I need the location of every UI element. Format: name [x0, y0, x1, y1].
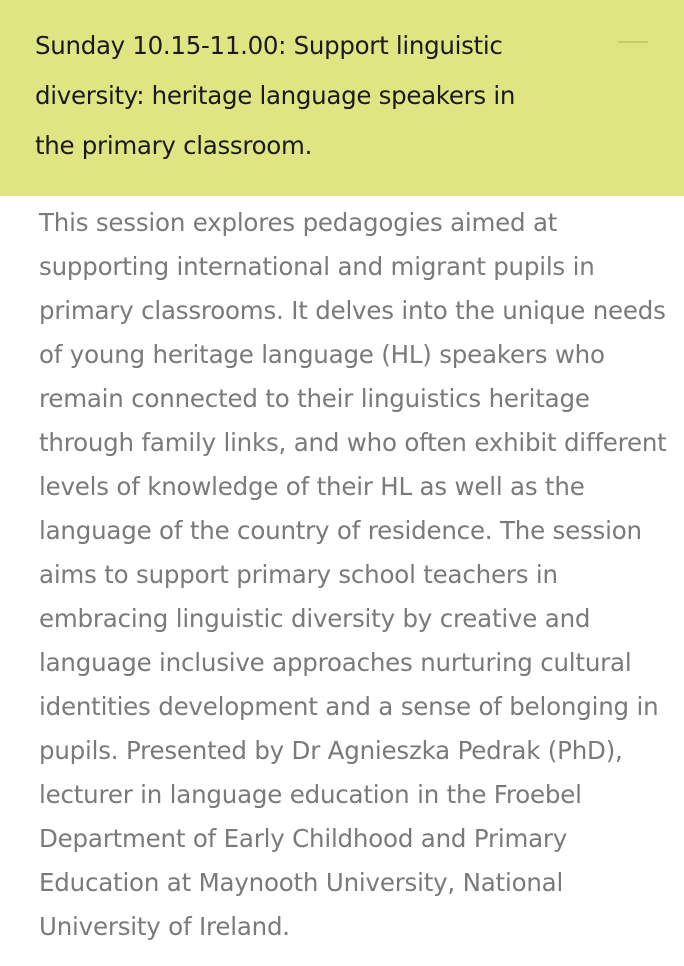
accordion-header[interactable]	[0, 0, 684, 196]
session-description: This session explores pedagogies aimed at supporting international and migrant pupils in primary classrooms. It delves into the unique needs of young heritage language (HL) speakers who remain connected to their linguistics heritage through family links, and who often exhibit different levels of knowledge of their HL as well as the language of the country of residence. The session aims to support primary school teachers in embracing linguistic diversity by creative and language inclusive approaches nurturing cultural identities development and a sense of belonging in pupils. Presented by Dr Agnieszka Pedrak (PhD), lecturer in language education in the Froebel Department of Early Childhood and Primary Education at Maynooth University, National University of Ireland.	[39, 208, 667, 941]
minus-icon[interactable]	[618, 41, 648, 43]
session-title: Sunday 10.15-11.00: Support linguistic diversity: heritage language speakers in the primary classroom.	[35, 31, 516, 160]
